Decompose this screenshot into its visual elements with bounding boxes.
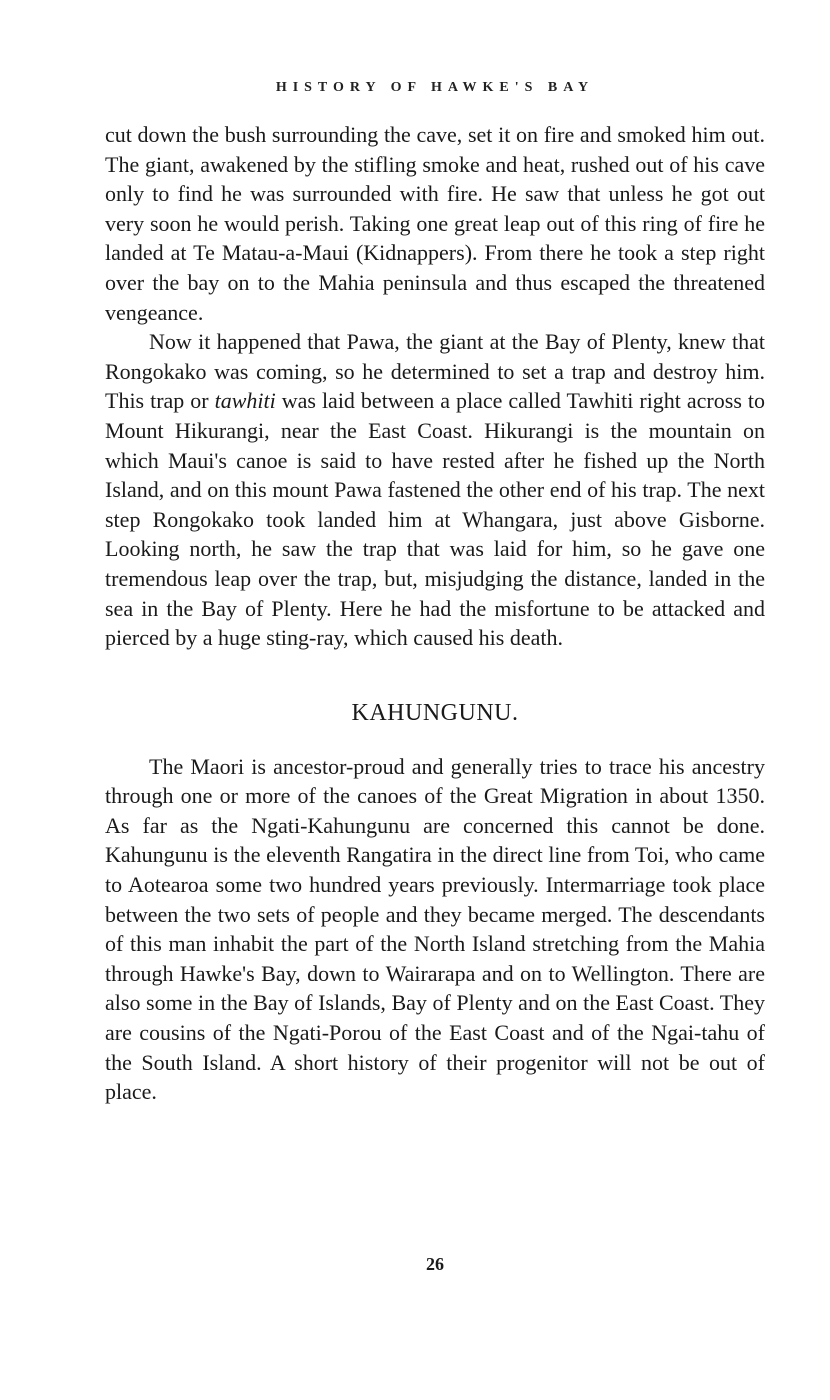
paragraph-2-text-after: was laid between a place called Tawhiti right across to Mount Hikurangi, near the East Coast. Hikurangi is the mountain on which Maui's canoe is said to have rested after he fished up the North Island, and on this mount Pawa fastened the other end of his trap. The next step Rongokako took landed him at Whangara, just above Gisborne. Looking north, he saw the trap that was laid for him, so he gave one tremendous leap over the trap, but, misjudging the distance, landed in the sea in the Bay of Plenty. Here he had the misfortune to be attacked and pierced by a huge sting-ray, which caused his death. — [105, 388, 765, 651]
section-heading: KAHUNGUNU. — [351, 699, 519, 726]
paragraph-2-text-before: Now it happened that Pawa, the giant at the Bay of Plenty, knew that Rongokako was coming, so he determined to set a trap and destroy him. This trap or — [105, 329, 765, 414]
page-number: 26 — [426, 1254, 444, 1274]
paragraph-1 — [105, 120, 765, 327]
section-paragraph: The Maori is ancestor-proud and generally tries to trace his ancestry through one or more of the canoes of the Great Migration in about 1350. As far as the Ngati-Kahungunu are concerned this cannot be done. Kahungunu is the eleventh Rangatira in the direct line from Toi, who came to Aotearoa some two hundred years previously. Intermarriage took place between the two sets of people and they became merged. The descendants of this man inhabit the part of the North Island stretching from the Mahia through Hawke's Bay, down to Wairarapa and on to Wellington. There are also some in the Bay of Islands, Bay of Plenty and on the East Coast. They are cousins of the Ngati-Porou of the East Coast and of the Ngai-tahu of the South Island. A short history of their progenitor will not be out of place. — [105, 753, 765, 1105]
paragraph-1-text: cut down the bush surrounding the cave, set it on fire and smoked him out. The giant, awakened by the stifling smoke and heat, rushed out of his cave only to find he was surrounded with fire. He saw that unless he got out very soon he would perish. Taking one great leap out of this ring of fire he landed at Te Matau-a-Maui (Kidnappers). From there he took a step right over the bay on to the Mahia peninsula and thus escaped the threatened vengeance. — [105, 122, 765, 325]
paragraph-2-italic-term: tawhiti — [214, 388, 276, 414]
body-text — [105, 120, 765, 1107]
paragraph-2 — [105, 327, 765, 653]
running-head: HISTORY OF HAWKE'S BAY — [275, 80, 595, 95]
